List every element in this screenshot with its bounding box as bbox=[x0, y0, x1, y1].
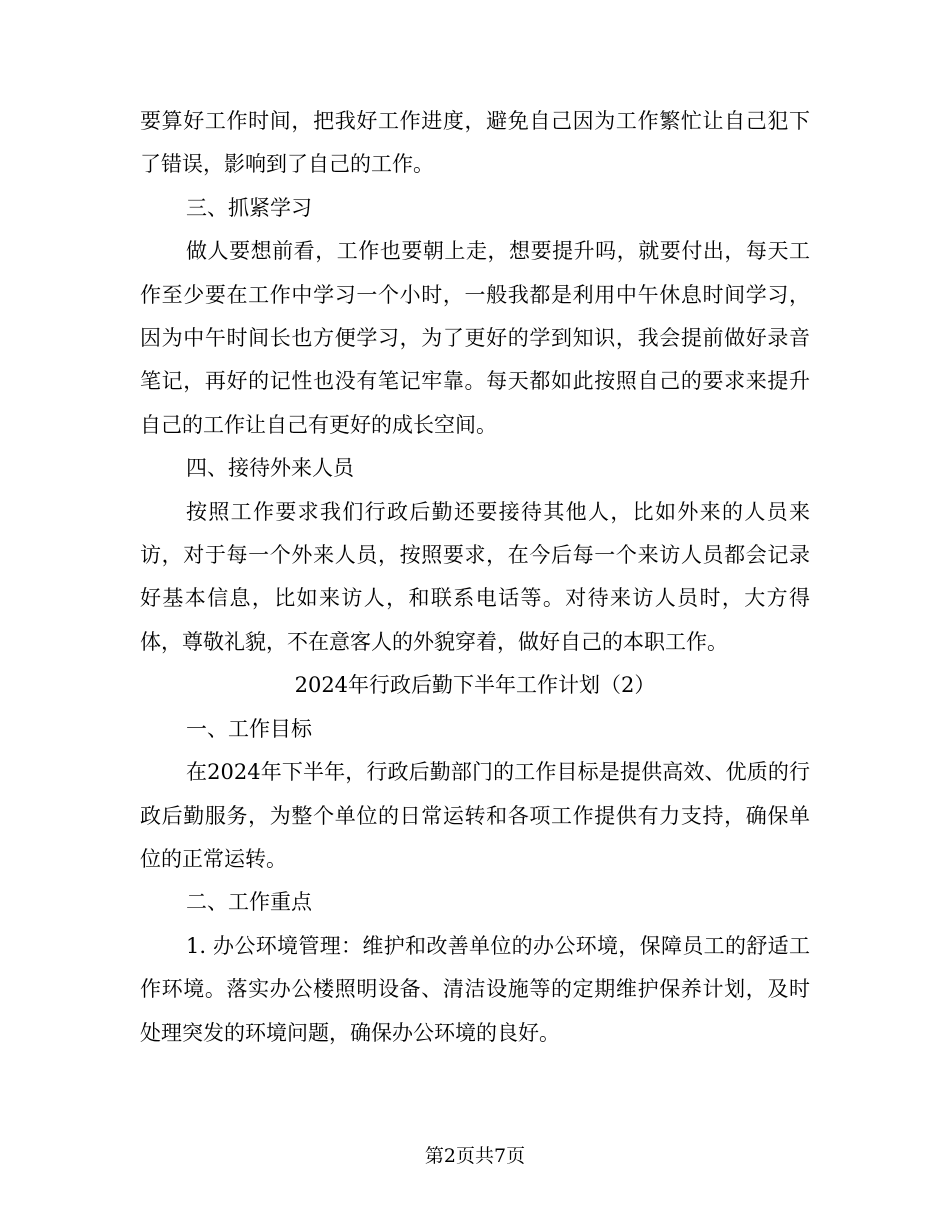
heading-section-4: 四、接待外来人员 bbox=[186, 456, 354, 481]
document-body bbox=[140, 100, 810, 1055]
heading-goals: 一、工作目标 bbox=[186, 716, 312, 741]
paragraph-visitors: 按照工作要求我们行政后勤还要接待其他人，比如外来的人员来访，对于每一个外来人员，按照要求，在今后每一个来访人员都会记录好基本信息，比如来访人，和联系电话等。对待来访人员时，大方得体，尊敬礼貌，不在意客人的外貌穿着，做好自己的本职工作。 bbox=[140, 499, 810, 654]
paragraph-continuation: 要算好工作时间，把我好工作进度，避免自己因为工作繁忙让自己犯下了错误，影响到了自己的工作。 bbox=[140, 109, 810, 177]
paragraph-goals: 在2024年下半年，行政后勤部门的工作目标是提供高效、优质的行政后勤服务，为整个单位的日常运转和各项工作提供有力支持，确保单位的正常运转。 bbox=[140, 760, 810, 871]
document-title: 2024年行政后勤下半年工作计划（2） bbox=[294, 673, 656, 698]
page-footer: 第2页共7页 bbox=[424, 1145, 526, 1167]
heading-focus: 二、工作重点 bbox=[186, 890, 312, 915]
heading-section-3: 三、抓紧学习 bbox=[186, 195, 312, 220]
paragraph-study: 做人要想前看，工作也要朝上走，想要提升吗，就要付出，每天工作至少要在工作中学习一个小时，一般我都是利用中午休息时间学习，因为中午时间长也方便学习，为了更好的学到知识，我会提前做好录音笔记，再好的记性也没有笔记牢靠。每天都如此按照自己的要求来提升自己的工作让自己有更好的成长空间。 bbox=[140, 239, 810, 437]
paragraph-office-environment: 1. 办公环境管理：维护和改善单位的办公环境，保障员工的舒适工作环境。落实办公楼照明设备、清洁设施等的定期维护保养计划，及时处理突发的环境问题，确保办公环境的良好。 bbox=[140, 933, 810, 1045]
